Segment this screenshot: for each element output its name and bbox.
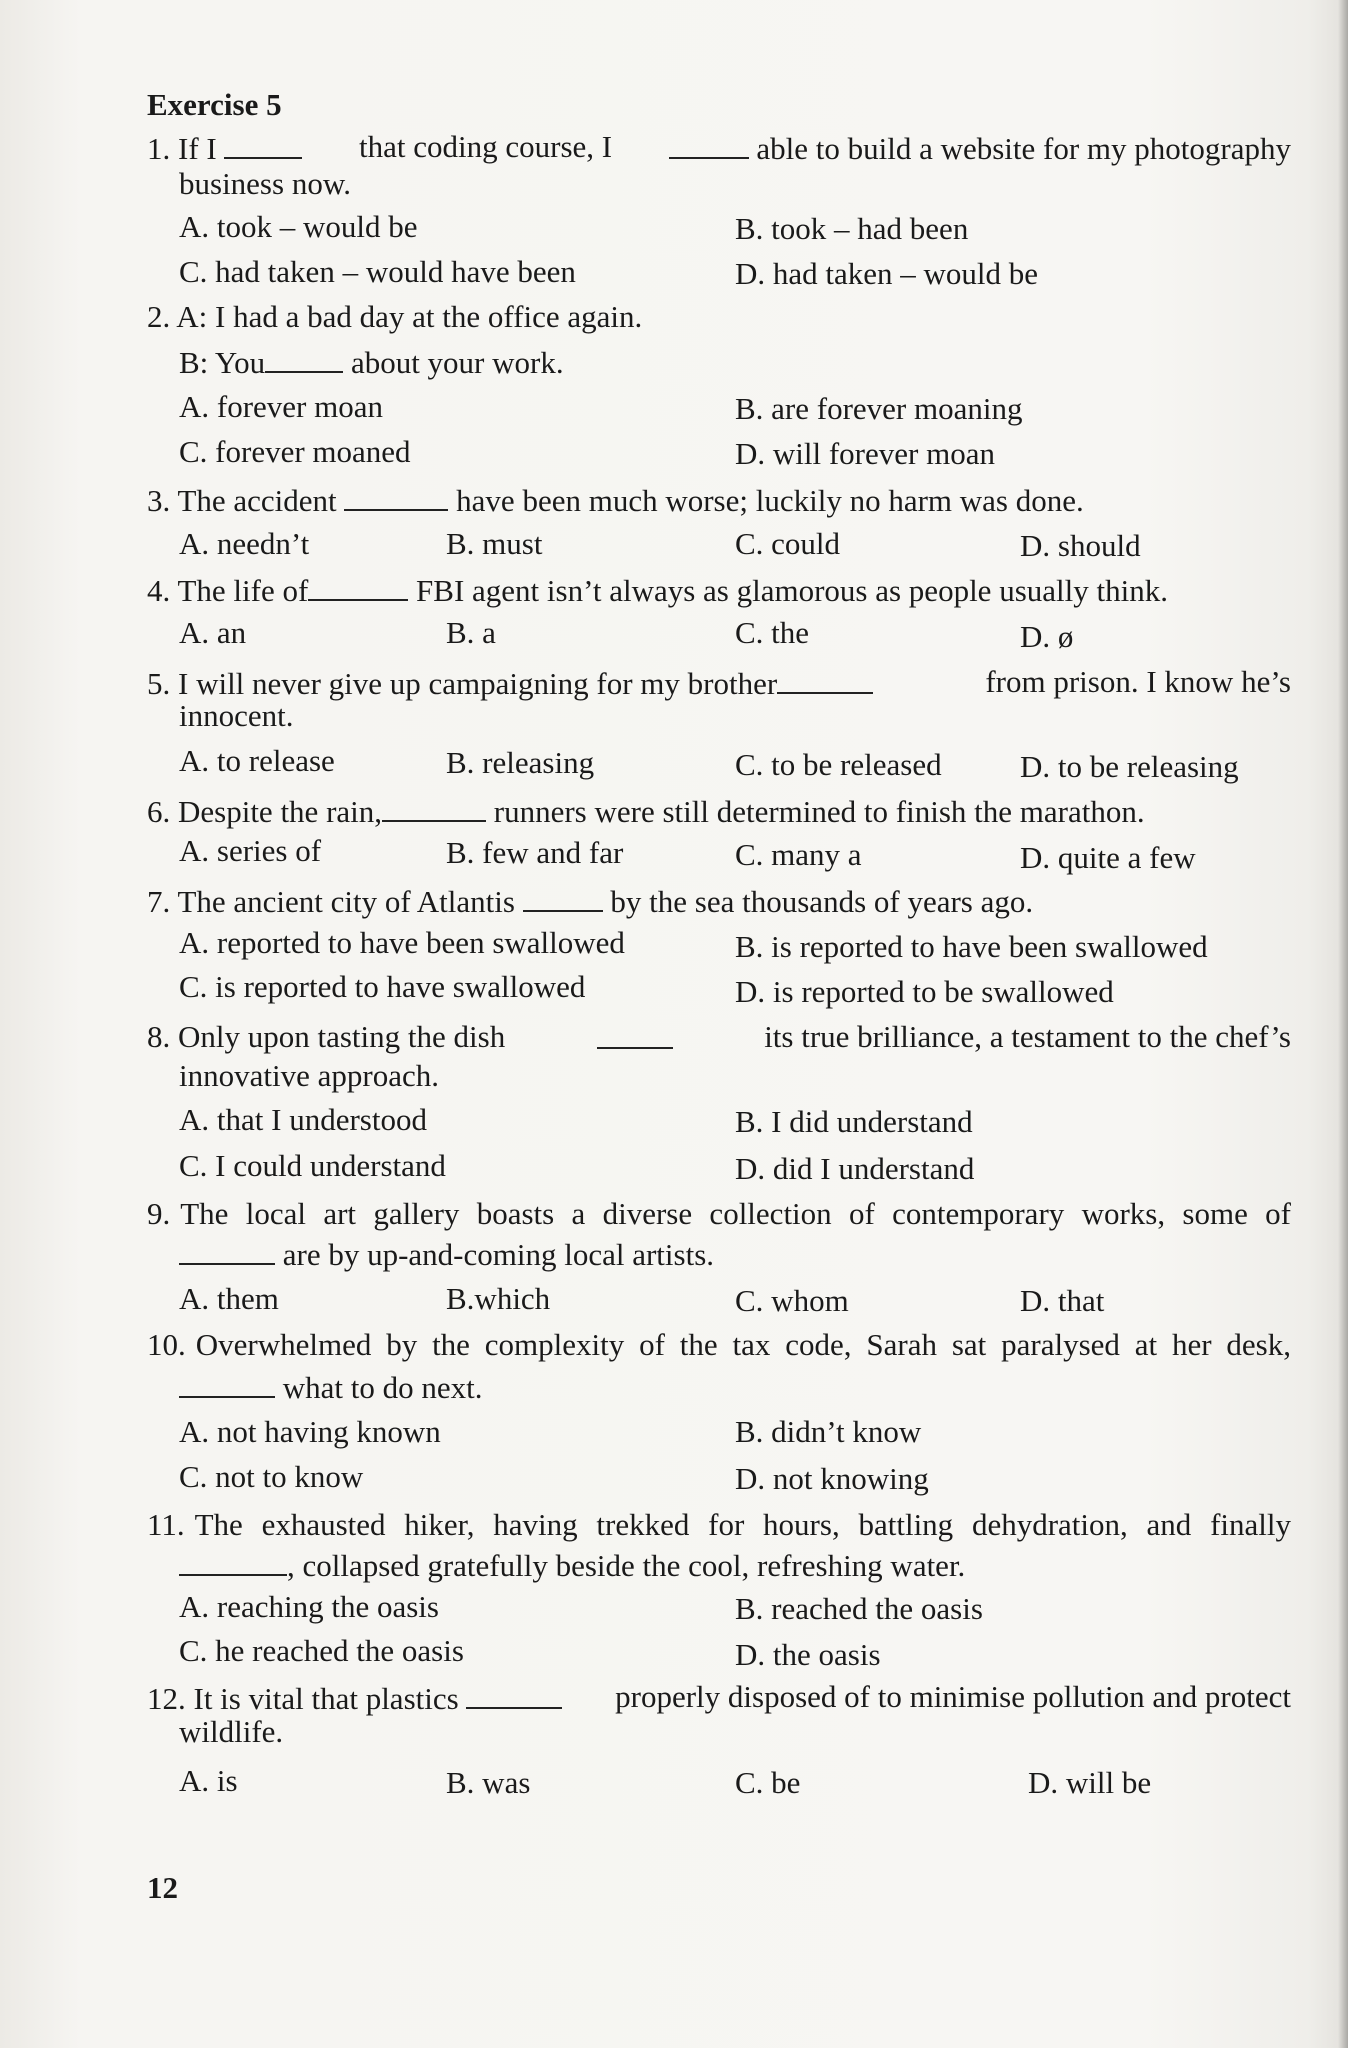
option-c: C. be	[735, 1765, 801, 1800]
option-d: D. not knowing	[735, 1461, 929, 1496]
option-c: C. whom	[735, 1283, 849, 1318]
option-d: D. is reported to be swallowed	[735, 974, 1114, 1009]
option-b: B. are forever moaning	[735, 391, 1023, 426]
option-c: C. he reached the oasis	[179, 1633, 464, 1668]
question-4-text	[147, 571, 1168, 609]
question-number: 7.	[147, 884, 171, 919]
option-d: D. will forever moan	[735, 436, 995, 471]
option-d: D. quite a few	[1020, 840, 1196, 875]
answer-blank	[179, 1546, 287, 1576]
option-c: C. many a	[735, 837, 862, 872]
option-a: A. forever moan	[179, 389, 383, 424]
question-text: Overwhelmed by the complexity of the tax code, Sarah sat paralysed at her desk,	[195, 1327, 1291, 1362]
question-text: by the sea thousands of years ago.	[610, 884, 1034, 919]
option-c: C. is reported to have swallowed	[179, 969, 586, 1004]
option-d: D. ø	[1020, 619, 1074, 654]
question-number: 6.	[147, 794, 171, 829]
option-c: C. had taken – would have been	[179, 254, 576, 289]
question-text: have been much worse; luckily no harm was done.	[456, 483, 1084, 518]
answer-blank	[265, 343, 343, 373]
question-number: 12.	[147, 1681, 186, 1716]
answer-blank	[224, 129, 302, 159]
option-b: B. a	[446, 615, 496, 650]
option-a: A. that I understood	[179, 1102, 427, 1137]
option-c: C. forever moaned	[179, 434, 411, 469]
question-continuation	[179, 1235, 714, 1273]
question-number: 8.	[147, 1019, 171, 1054]
question-text: Only upon tasting the dish	[178, 1019, 506, 1054]
question-number: 5.	[147, 666, 171, 701]
option-a: A. an	[179, 615, 247, 650]
question-1-text	[147, 129, 1291, 167]
exercise-title: Exercise 5	[147, 87, 282, 122]
question-11-text	[147, 1507, 1291, 1543]
question-text: , collapsed gratefully beside the cool, refreshing water.	[287, 1548, 966, 1583]
answer-blank	[669, 129, 749, 159]
question-continuation: innocent.	[179, 698, 294, 733]
question-text: from prison. I know he’s	[985, 664, 1291, 699]
question-number: 10.	[147, 1327, 186, 1362]
option-c: C. could	[735, 526, 841, 561]
option-d: D. to be releasing	[1020, 749, 1239, 784]
option-b: B. releasing	[446, 745, 595, 780]
question-continuation: wildlife.	[179, 1714, 284, 1749]
question-text: properly disposed of to minimise pollution and protect	[615, 1679, 1291, 1714]
question-12-text	[147, 1679, 1291, 1717]
question-text: able to build a website for my photography	[756, 131, 1291, 166]
question-text: B: You	[179, 345, 266, 380]
option-d: D. had taken – would be	[735, 256, 1039, 291]
question-text: The exhausted hiker, having trekked for hours, battling dehydration, and finally	[194, 1507, 1291, 1542]
answer-blank	[466, 1679, 562, 1709]
option-b: B. few and far	[446, 835, 624, 870]
option-b: B.which	[446, 1281, 551, 1316]
question-2-text	[147, 299, 642, 335]
answer-blank	[523, 882, 603, 912]
question-text: I will never give up campaigning for my brother	[178, 666, 778, 701]
option-c: C. I could understand	[179, 1148, 446, 1183]
question-7-text	[147, 882, 1033, 920]
option-a: A. not having known	[179, 1414, 441, 1449]
question-number: 11.	[147, 1507, 185, 1542]
question-text: FBI agent isn’t always as glamorous as people usually think.	[416, 573, 1168, 608]
question-text: about your work.	[350, 345, 564, 380]
question-text: The accident	[177, 483, 337, 518]
question-text: The local art gallery boasts a diverse collection of contemporary works, some of	[180, 1196, 1291, 1231]
option-a: A. reported to have been swallowed	[179, 925, 625, 960]
question-continuation	[179, 343, 564, 381]
option-c: C. the	[735, 615, 810, 650]
option-a: A. to release	[179, 743, 335, 778]
option-b: B. is reported to have been swallowed	[735, 929, 1208, 964]
question-6-text	[147, 792, 1145, 830]
option-c: C. to be released	[735, 747, 942, 782]
question-continuation: innovative approach.	[179, 1058, 439, 1093]
option-d: D. that	[1020, 1283, 1105, 1318]
answer-blank	[179, 1368, 275, 1398]
option-a: A. reaching the oasis	[179, 1589, 439, 1624]
question-text: what to do next.	[282, 1370, 483, 1405]
question-continuation	[179, 1546, 965, 1584]
option-b: B. I did understand	[735, 1104, 973, 1139]
question-text: The life of	[177, 573, 309, 608]
question-text: that coding course, I	[359, 129, 613, 164]
page-number: 12	[147, 1870, 178, 1905]
option-b: B. didn’t know	[735, 1414, 922, 1449]
option-d: D. will be	[1028, 1765, 1152, 1800]
question-text: runners were still determined to finish the marathon.	[493, 794, 1145, 829]
question-3-text	[147, 481, 1084, 519]
question-text: its true brilliance, a testament to the chef’s	[764, 1019, 1291, 1054]
question-10-text	[147, 1327, 1291, 1363]
option-d: D. did I understand	[735, 1151, 975, 1186]
question-text: A: I had a bad day at the office again.	[176, 299, 643, 334]
option-d: D. the oasis	[735, 1637, 881, 1672]
option-b: B. reached the oasis	[735, 1591, 983, 1626]
option-a: A. took – would be	[179, 209, 418, 244]
answer-blank	[597, 1019, 673, 1049]
question-text: The ancient city of Atlantis	[177, 884, 515, 919]
option-a: A. them	[179, 1281, 279, 1316]
option-b: B. took – had been	[735, 211, 969, 246]
question-number: 4.	[147, 573, 171, 608]
answer-blank	[344, 481, 448, 511]
option-b: B. must	[446, 526, 543, 561]
option-d: D. should	[1020, 528, 1141, 563]
question-continuation: business now.	[179, 166, 351, 201]
answer-blank	[308, 571, 408, 601]
answer-blank	[777, 664, 873, 694]
question-9-text	[147, 1196, 1291, 1232]
option-b: B. was	[446, 1765, 531, 1800]
question-text: It is vital that plastics	[193, 1681, 459, 1716]
question-text: If I	[178, 131, 217, 166]
answer-blank	[179, 1235, 275, 1265]
question-8-text	[147, 1019, 1291, 1055]
option-a: A. is	[179, 1763, 238, 1798]
answer-blank	[382, 792, 486, 822]
question-continuation	[179, 1368, 483, 1406]
question-number: 1.	[147, 131, 171, 166]
question-number: 3.	[147, 483, 171, 518]
option-c: C. not to know	[179, 1459, 364, 1494]
question-5-text	[147, 664, 1291, 702]
question-number: 2.	[147, 299, 171, 334]
option-a: A. needn’t	[179, 526, 310, 561]
option-a: A. series of	[179, 833, 322, 868]
question-text: are by up-and-coming local artists.	[282, 1237, 715, 1272]
question-number: 9.	[147, 1196, 171, 1231]
question-text: Despite the rain,	[178, 794, 383, 829]
